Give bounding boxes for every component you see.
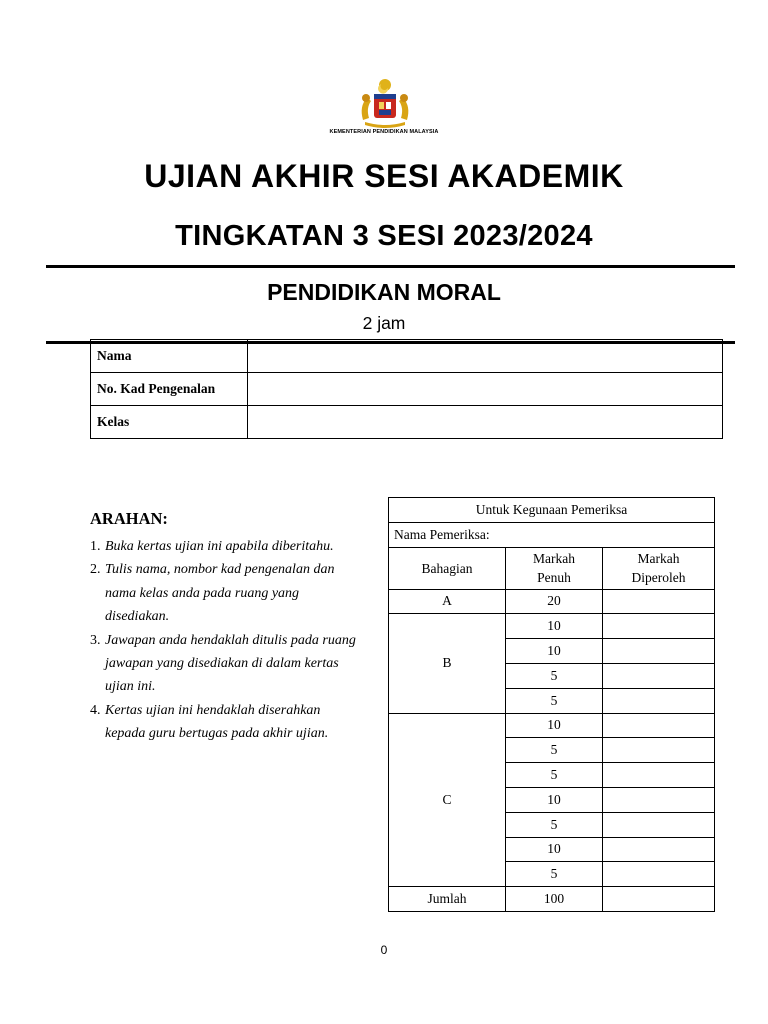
instruction-number: 4.: [90, 702, 101, 718]
info-row-name: [91, 340, 723, 373]
marks-obtained-cell[interactable]: [603, 763, 715, 788]
total-row: [389, 887, 715, 912]
instruction-text: Kertas ujian ini hendaklah diserahkan kepada guru bertugas pada akhir ujian.: [105, 702, 329, 742]
page-number: 0: [380, 943, 388, 957]
marks-obtained-cell[interactable]: [603, 639, 715, 664]
exam-title: UJIAN AKHIR SESI AKADEMIK: [144, 158, 624, 194]
full-marks-cell: 5: [506, 812, 603, 837]
full-marks-cell: 5: [506, 738, 603, 763]
marks-obtained-cell[interactable]: [603, 738, 715, 763]
exam-duration: 2 jam: [362, 313, 406, 333]
total-full-marks: 100: [506, 887, 603, 912]
top-divider: [46, 265, 735, 268]
instruction-item: [90, 558, 360, 628]
examiner-marks-table: [388, 497, 715, 912]
name-field[interactable]: [248, 340, 723, 373]
marks-obtained-cell[interactable]: [603, 688, 715, 713]
full-marks-cell: 10: [506, 713, 603, 738]
total-marks-obtained[interactable]: [603, 887, 715, 912]
instruction-text: Buka kertas ujian ini apabila diberitahu.: [105, 539, 334, 554]
marks-obtained-cell[interactable]: [603, 663, 715, 688]
full-marks-cell: 10: [506, 614, 603, 639]
info-row-class: [91, 406, 723, 439]
total-label: Jumlah: [389, 887, 506, 912]
marks-obtained-cell[interactable]: [603, 589, 715, 614]
instruction-text: Jawapan anda hendaklah ditulis pada ruang jawapan yang disediakan di dalam kertas ujian ini.: [105, 632, 356, 695]
instructions-block: [90, 509, 360, 746]
info-row-ic: [91, 373, 723, 406]
full-marks-cell: 10: [506, 837, 603, 862]
full-marks-cell: 5: [506, 663, 603, 688]
full-marks-cell: 20: [506, 589, 603, 614]
class-field[interactable]: [248, 406, 723, 439]
ic-number-field[interactable]: [248, 373, 723, 406]
instruction-number: 1.: [90, 539, 101, 554]
marks-obtained-cell[interactable]: [603, 713, 715, 738]
full-marks-cell: 5: [506, 862, 603, 887]
full-marks-cell: 10: [506, 787, 603, 812]
marks-obtained-cell[interactable]: [603, 862, 715, 887]
col-header-full-marks: Markah Penuh: [506, 547, 603, 589]
marks-obtained-cell[interactable]: [603, 837, 715, 862]
ministry-crest-logo: [355, 76, 415, 130]
instruction-text: Tulis nama, nombor kad pengenalan dan nama kelas anda pada ruang yang disediakan.: [105, 562, 335, 625]
col-header-marks-obtained: Markah Diperoleh: [603, 547, 715, 589]
subject-title: PENDIDIKAN MORAL: [267, 279, 501, 305]
student-info-table: [90, 339, 723, 439]
table-row: [389, 713, 715, 738]
ministry-name: KEMENTERIAN PENDIDIKAN MALAYSIA: [329, 129, 439, 135]
instruction-item: [90, 535, 360, 558]
exam-subtitle: TINGKATAN 3 SESI 2023/2024: [175, 220, 593, 252]
full-marks-cell: 5: [506, 763, 603, 788]
full-marks-cell: 10: [506, 639, 603, 664]
instruction-item: [90, 699, 360, 746]
table-row: [389, 589, 715, 614]
instructions-list: [90, 535, 360, 746]
col-header-section: Bahagian: [389, 547, 506, 589]
info-label: No. Kad Pengenalan: [91, 373, 248, 406]
marks-obtained-cell[interactable]: [603, 812, 715, 837]
instruction-item: [90, 629, 360, 699]
instruction-number: 2.: [90, 562, 101, 578]
section-label: C: [389, 713, 506, 887]
examiner-name-field[interactable]: Nama Pemeriksa:: [389, 522, 715, 547]
section-label: A: [389, 589, 506, 614]
info-label: Kelas: [91, 406, 248, 439]
info-label: Nama: [91, 340, 248, 373]
marks-obtained-cell[interactable]: [603, 614, 715, 639]
section-label: B: [389, 614, 506, 713]
full-marks-cell: 5: [506, 688, 603, 713]
table-row: [389, 614, 715, 639]
marks-obtained-cell[interactable]: [603, 787, 715, 812]
instructions-heading: ARAHAN:: [90, 509, 168, 528]
examiner-table-title: Untuk Kegunaan Pemeriksa: [389, 498, 715, 523]
instruction-number: 3.: [90, 632, 101, 648]
